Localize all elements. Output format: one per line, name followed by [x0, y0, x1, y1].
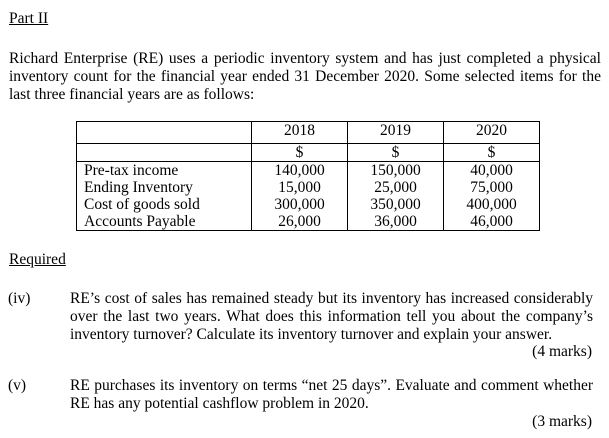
value-cogs-2018: 300,000 — [274, 196, 325, 213]
question-v-text: RE purchases its inventory on terms “net 25 days”. Evaluate and comment whether RE has any potential cashflow problem in 2020. — [70, 377, 593, 412]
value-ending-inventory-2019: 25,000 — [374, 179, 417, 196]
values-2019-cell — [348, 162, 444, 231]
values-2018-cell — [252, 162, 348, 231]
value-ending-inventory-2020: 75,000 — [470, 179, 513, 196]
financial-data-table — [76, 121, 540, 231]
row-label-ending-inventory: Ending Inventory — [84, 179, 193, 196]
value-pretax-income-2020: 40,000 — [470, 162, 513, 179]
year-header-2019: 2019 — [348, 122, 444, 144]
year-header-2018: 2018 — [252, 122, 348, 144]
value-pretax-income-2018: 140,000 — [274, 162, 325, 179]
row-label-cost-of-goods-sold: Cost of goods sold — [84, 196, 200, 213]
table-header-row — [77, 122, 540, 144]
question-v-number: (v) — [8, 377, 27, 394]
question-iv-number: (iv) — [8, 290, 31, 307]
value-cogs-2020: 400,000 — [466, 196, 517, 213]
question-iv-marks: (4 marks) — [532, 343, 592, 360]
currency-2020: $ — [444, 144, 540, 162]
required-heading: Required — [9, 251, 66, 268]
question-iv-text: RE’s cost of sales has remained steady but its inventory has increased considerably over the last two years. What does this information tell you about the company’s inventory turnover? Calculate its inventory turnover and explain your answer. — [70, 290, 593, 343]
table-currency-row — [77, 144, 540, 162]
part-title: Part II — [9, 10, 49, 27]
value-accounts-payable-2020: 46,000 — [470, 213, 513, 230]
values-2020-cell — [444, 162, 540, 231]
value-pretax-income-2019: 150,000 — [370, 162, 421, 179]
question-v-marks: (3 marks) — [532, 413, 592, 430]
intro-paragraph: Richard Enterprise (RE) uses a periodic inventory system and has just completed a physical inventory count for the financial year ended 31 December 2020. Some selected items for the last three financial years are as follows: — [9, 50, 601, 103]
table-currency-blank — [77, 144, 252, 162]
value-accounts-payable-2019: 36,000 — [374, 213, 417, 230]
currency-2019: $ — [348, 144, 444, 162]
value-accounts-payable-2018: 26,000 — [278, 213, 321, 230]
row-label-pretax-income: Pre-tax income — [84, 162, 179, 179]
row-label-accounts-payable: Accounts Payable — [84, 213, 196, 230]
table-corner-cell — [77, 122, 252, 144]
currency-2018: $ — [252, 144, 348, 162]
row-labels-cell — [77, 162, 252, 231]
value-ending-inventory-2018: 15,000 — [278, 179, 321, 196]
year-header-2020: 2020 — [444, 122, 540, 144]
value-cogs-2019: 350,000 — [370, 196, 421, 213]
table-body-row — [77, 162, 540, 231]
